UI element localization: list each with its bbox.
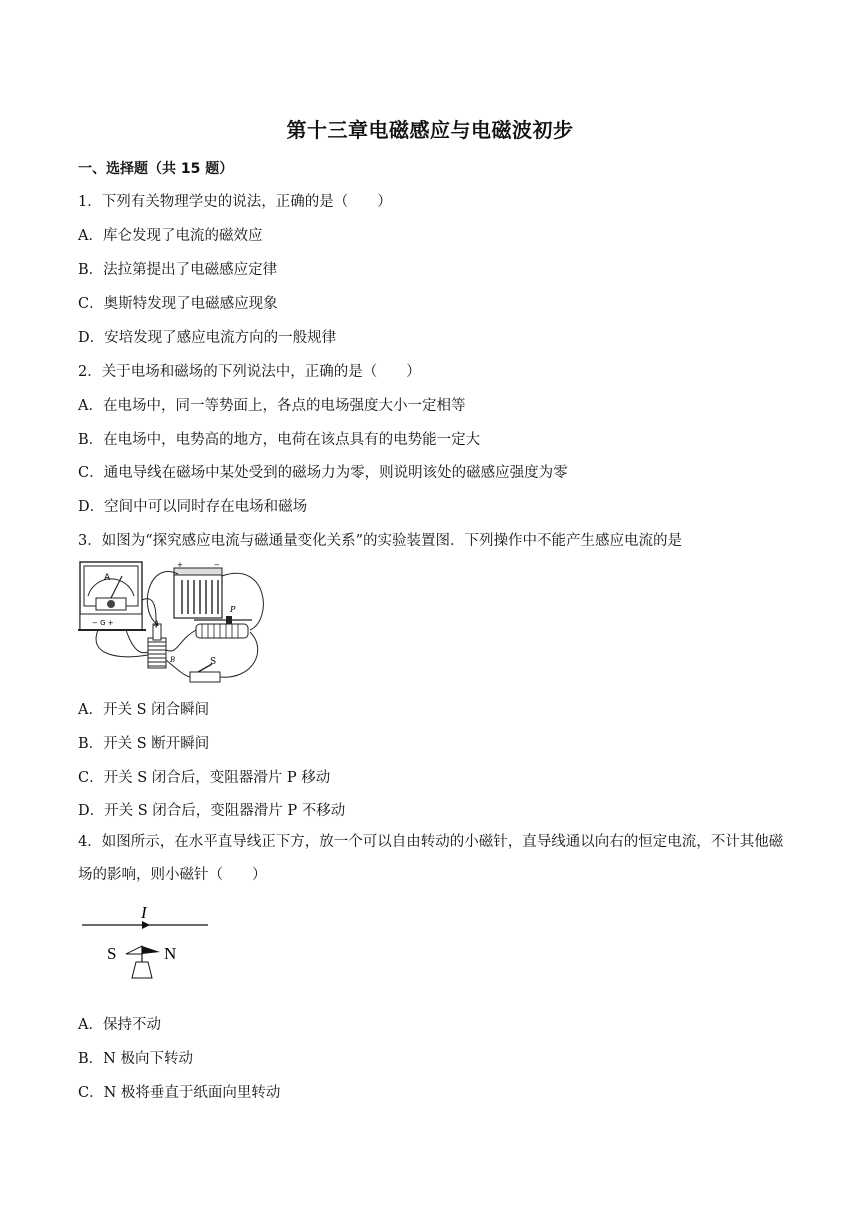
question-2-option-c[interactable]: C．通电导线在磁场中某处受到的磁场力为零，则说明该处的磁感应强度为零 <box>78 465 568 481</box>
question-4-option-b[interactable]: B．N 极向下转动 <box>78 1051 193 1067</box>
question-1-option-a[interactable]: A．库仑发现了电流的磁效应 <box>78 228 263 244</box>
question-2-option-d[interactable]: D．空间中可以同时存在电场和磁场 <box>78 499 308 515</box>
question-3-option-a[interactable]: A．开关 S 闭合瞬间 <box>78 702 210 718</box>
question-1-stem: 1．下列有关物理学史的说法，正确的是（ ） <box>78 194 392 210</box>
question-3-option-b[interactable]: B．开关 S 断开瞬间 <box>78 736 210 752</box>
question-3-stem: 3．如图为“探究感应电流与磁通量变化关系”的实验装置图．下列操作中不能产生感应电流的是 <box>78 533 683 549</box>
question-4-option-a[interactable]: A．保持不动 <box>78 1017 161 1033</box>
coil-b-label: B <box>170 656 176 664</box>
question-1-option-b[interactable]: B．法拉第提出了电磁感应定律 <box>78 262 278 278</box>
question-3-option-d[interactable]: D．开关 S 闭合后，变阻器滑片 P 不移动 <box>78 803 346 819</box>
question-2-option-b[interactable]: B．在电场中，电势高的地方，电荷在该点具有的电势能一定大 <box>78 432 481 448</box>
question-4-stem: 4．如图所示，在水平直导线正下方，放一个可以自由转动的小磁针，直导线通以向右的恒定电流，不计其他磁场的影响，则小磁针（ ） <box>78 834 784 883</box>
battery-minus-label: − <box>214 561 220 569</box>
question-2-stem: 2．关于电场和磁场的下列说法中，正确的是（ ） <box>78 364 421 380</box>
question-3-option-c[interactable]: C．开关 S 闭合后，变阻器滑片 P 移动 <box>78 770 331 786</box>
switch-label: S <box>210 657 217 667</box>
question-1-option-c[interactable]: C．奥斯特发现了电磁感应现象 <box>78 296 278 312</box>
battery-plus-label: + <box>177 561 183 569</box>
induction-apparatus-figure <box>78 560 273 688</box>
north-pole-label: N <box>164 944 177 963</box>
compass-needle-figure <box>80 902 212 986</box>
svg-text:− G +: − G + <box>92 619 114 627</box>
ammeter-label: A <box>104 573 111 583</box>
current-label: I <box>141 903 147 922</box>
page-title: 第十三章电磁感应与电磁波初步 <box>286 118 574 142</box>
question-4-option-c[interactable]: C．N 极将垂直于纸面向里转动 <box>78 1085 281 1101</box>
coil-a-label: A <box>154 620 160 628</box>
south-pole-label: S <box>107 944 117 963</box>
rheostat-label: P <box>230 605 236 614</box>
question-2-option-a[interactable]: A．在电场中，同一等势面上，各点的电场强度大小一定相等 <box>78 398 466 414</box>
question-1-option-d[interactable]: D．安培发现了感应电流方向的一般规律 <box>78 330 337 346</box>
section-heading: 一、选择题（共 15 题） <box>78 161 234 177</box>
